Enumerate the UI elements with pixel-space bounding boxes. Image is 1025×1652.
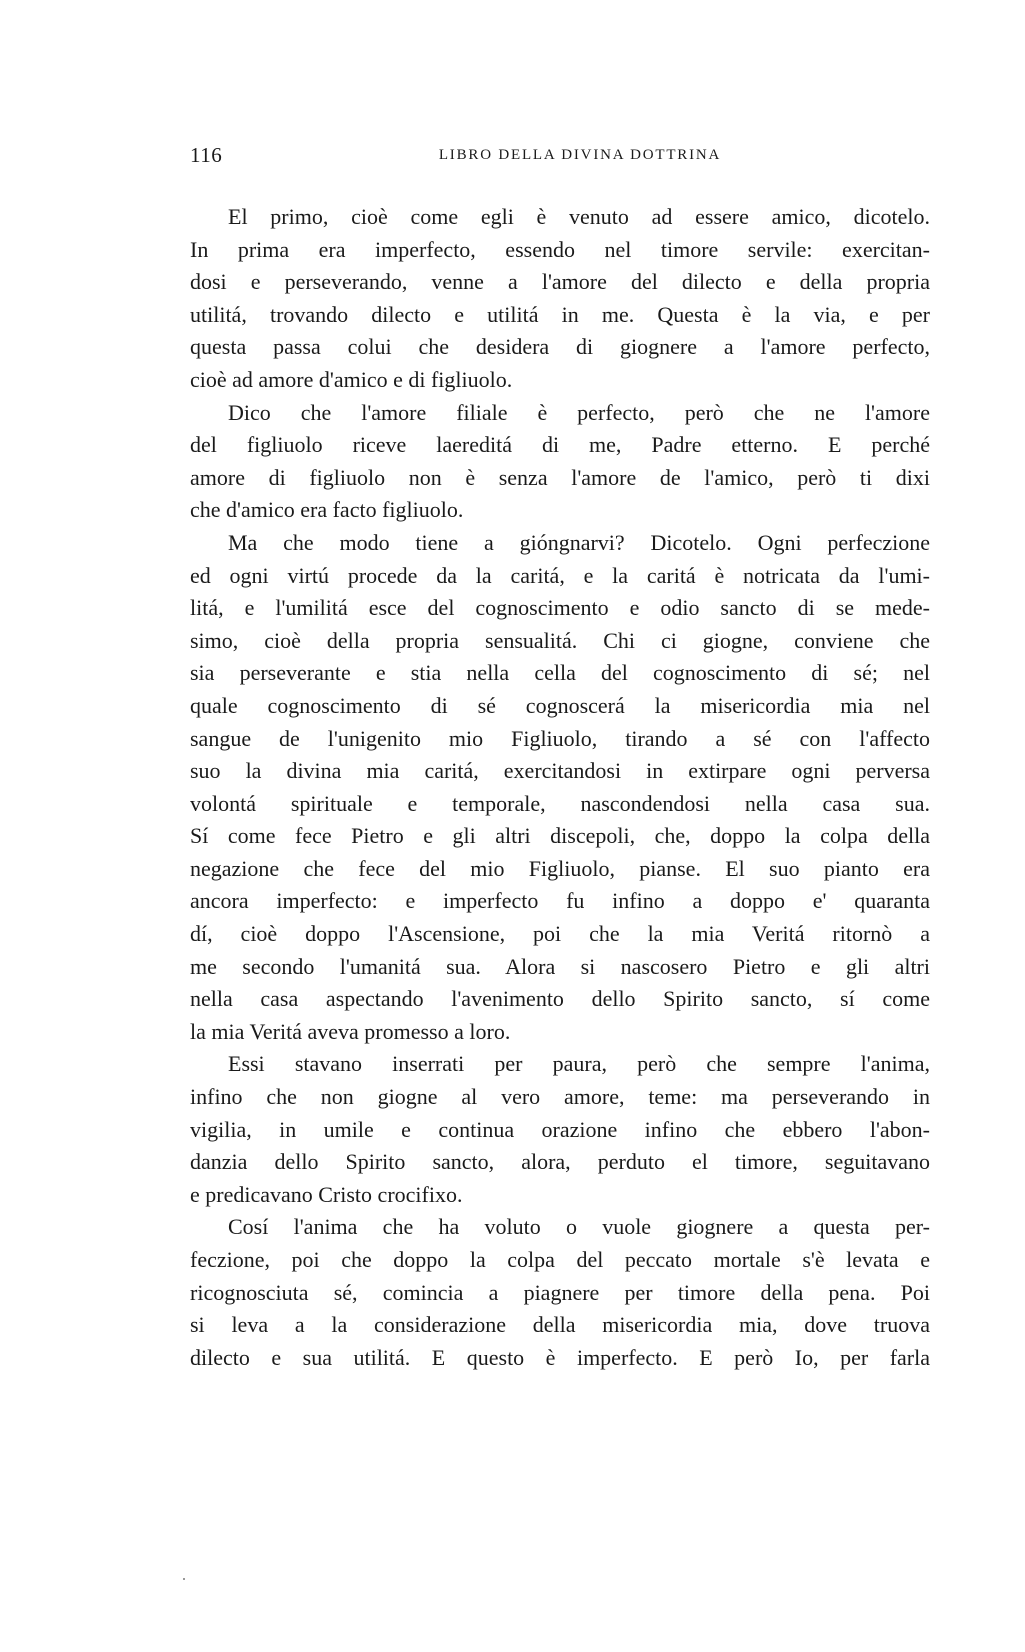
paragraph-5	[190, 1211, 930, 1374]
text-line: Cosí l'anima che ha voluto o vuole giognere a questa per-	[228, 1214, 930, 1240]
body-text	[190, 201, 930, 1374]
text-line: la mia Veritá aveva promesso a loro.	[190, 1018, 511, 1044]
text-line: In prima era imperfecto, essendo nel timore servile: exercitan-	[190, 236, 930, 262]
text-line: cioè ad amore d'amico e di figliuolo.	[190, 366, 513, 392]
text-line: utilitá, trovando dilecto e utilitá in me. Questa è la via, e per	[190, 301, 930, 327]
text-line: me secondo l'umanitá sua. Alora si nascosero Pietro e gli altri	[190, 953, 930, 979]
text-line: Essi stavano inserrati per paura, però che sempre l'anima,	[228, 1051, 930, 1077]
text-line: e predicavano Cristo crocifixo.	[190, 1181, 463, 1207]
text-line: ancora imperfecto: e imperfecto fu infino a doppo e' quaranta	[190, 888, 930, 914]
text-line: suo la divina mia caritá, exercitandosi in extirpare ogni perversa	[190, 758, 930, 784]
text-line: si leva a la considerazione della misericordia mia, dove truova	[190, 1312, 930, 1338]
text-line: sangue de l'unigenito mio Figliuolo, tirando a sé con l'affecto	[190, 725, 930, 751]
page-number: 116	[190, 143, 223, 167]
text-line: dí, cioè doppo l'Ascensione, poi che la mia Veritá ritornò a	[190, 921, 930, 947]
text-line: Ma che modo tiene a gióngnarvi? Dicotelo. Ogni perfeczione	[228, 529, 930, 555]
paragraph-2	[190, 397, 930, 527]
text-line: El primo, cioè come egli è venuto ad essere amico, dicotelo.	[228, 204, 930, 229]
text-line: sia perseverante e stia nella cella del cognoscimento di sé; nel	[190, 660, 930, 686]
text-line: del figliuolo riceve laereditá di me, Padre etterno. E perché	[190, 432, 930, 458]
running-title: LIBRO DELLA DIVINA DOTTRINA	[438, 147, 722, 163]
text-line: danzia dello Spirito sancto, alora, perduto el timore, seguitavano	[190, 1149, 930, 1175]
text-line: Sí come fece Pietro e gli altri discepoli, che, doppo la colpa della	[190, 823, 930, 849]
text-line: litá, e l'umilitá esce del cognoscimento e odio sancto di se mede-	[190, 595, 930, 621]
scan-speck	[183, 1578, 185, 1580]
running-head	[190, 143, 930, 173]
text-line: questa passa colui che desidera di giognere a l'amore perfecto,	[190, 334, 930, 360]
text-line: dilecto e sua utilitá. E questo è imperfecto. E però Io, per farla	[190, 1344, 930, 1370]
text-line: quale cognoscimento di sé cognoscerá la misericordia mia nel	[190, 692, 930, 718]
text-line: dosi e perseverando, venne a l'amore del dilecto e della propria	[190, 269, 930, 295]
paragraph-4	[190, 1048, 930, 1211]
text-line: negazione che fece del mio Figliuolo, pianse. El suo pianto era	[190, 855, 930, 881]
text-line: Dico che l'amore filiale è perfecto, però che ne l'amore	[228, 399, 930, 425]
text-line: ed ogni virtú procede da la caritá, e la caritá è notricata da l'umi-	[190, 562, 930, 588]
text-line: vigilia, in umile e continua orazione infino che ebbero l'abon-	[190, 1116, 930, 1142]
text-line: infino che non giogne al vero amore, teme: ma perseverando in	[190, 1084, 930, 1110]
text-line: ricognosciuta sé, comincia a piagnere per timore della pena. Poi	[190, 1279, 930, 1305]
text-line: nella casa aspectando l'avenimento dello Spirito sancto, sí come	[190, 986, 930, 1012]
text-line: volontá spirituale e temporale, nascondendosi nella casa sua.	[190, 790, 930, 816]
paragraph-1	[190, 201, 930, 397]
text-line: amore di figliuolo non è senza l'amore de l'amico, però ti dixi	[190, 464, 930, 490]
text-line: che d'amico era facto figliuolo.	[190, 497, 464, 523]
paragraph-3	[190, 527, 930, 1049]
text-line: feczione, poi che doppo la colpa del peccato mortale s'è levata e	[190, 1247, 930, 1272]
text-line: simo, cioè della propria sensualitá. Chi ci giogne, conviene che	[190, 627, 930, 653]
